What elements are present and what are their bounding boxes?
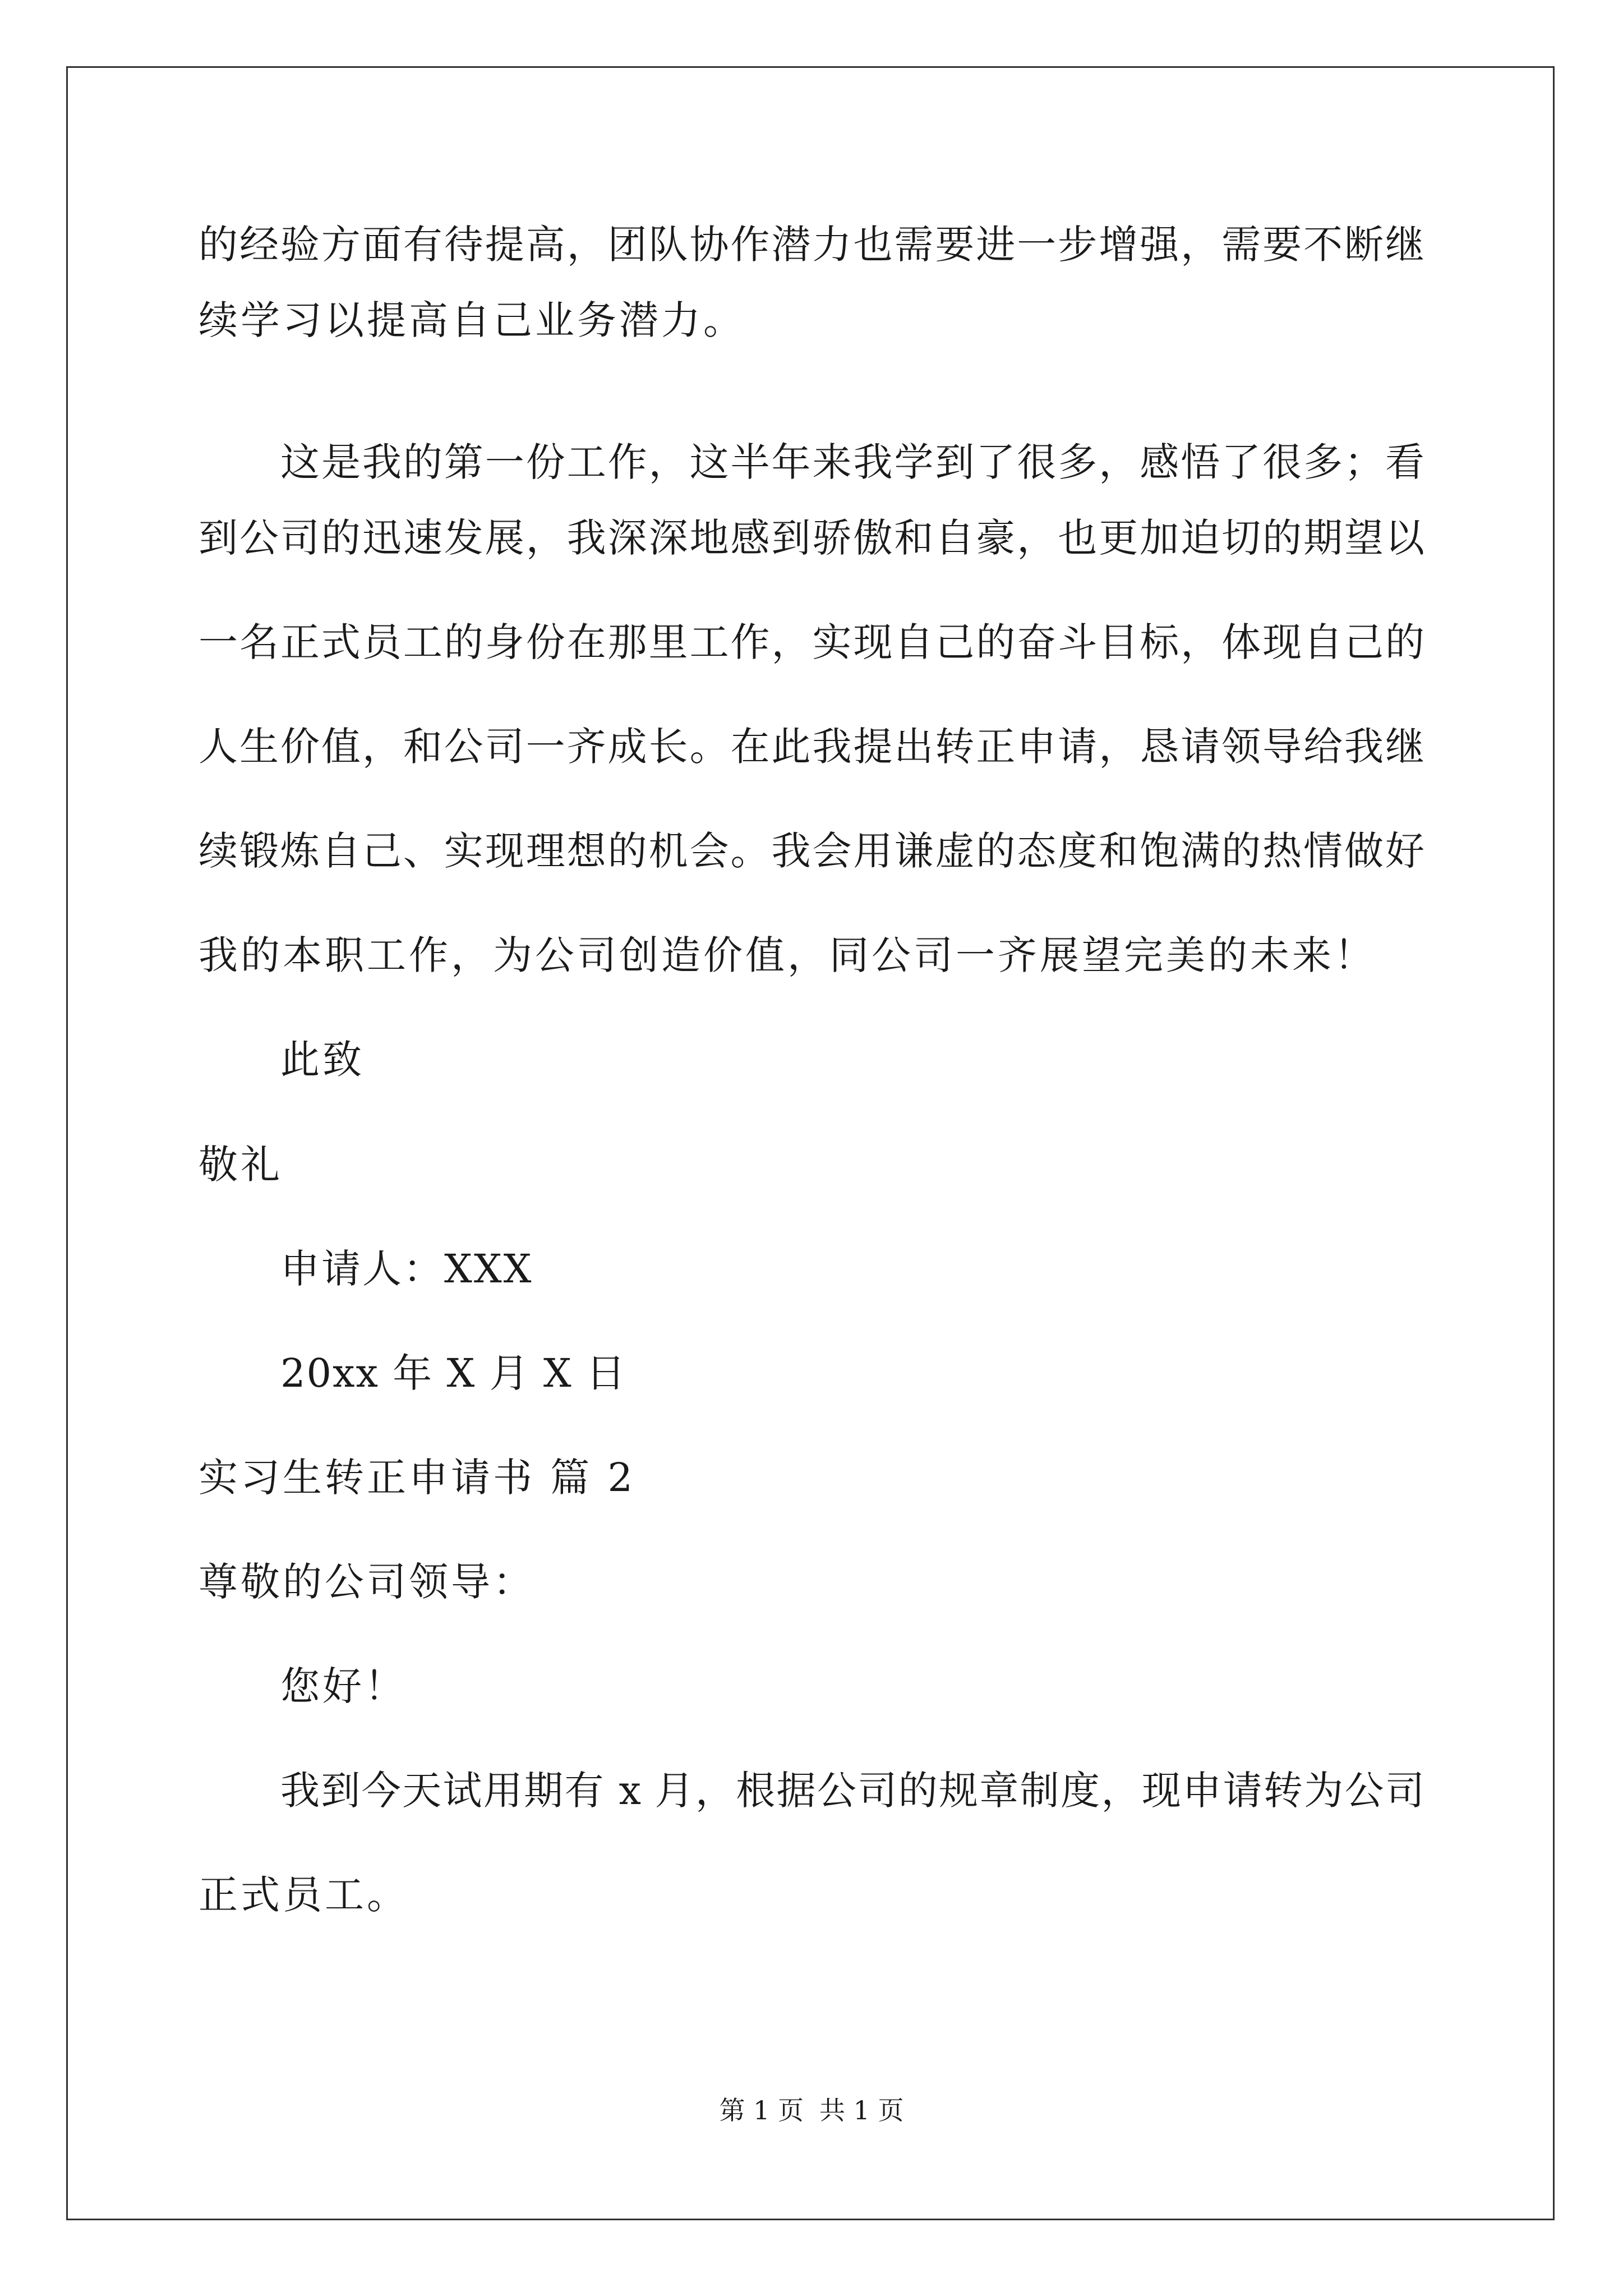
closing-respect: 敬礼 [199,1142,283,1188]
paragraph-line: 我到今天试用期有 x 月，根据公司的规章制度，现申请转为公司 [280,1768,1424,1814]
paragraph-line: 续学习以提高自己业务潜力。 [199,297,745,343]
paragraph-line: 人生价值，和公司一齐成长。在此我提出转正申请，恳请领导给我继 [199,724,1424,770]
paragraph-line: 这是我的第一份工作，这半年来我学到了很多，感悟了很多；看 [280,439,1424,485]
page-number: 第 1 页 [719,2095,804,2125]
closing-salutation: 此致 [280,1037,365,1083]
page-footer [0,2095,1623,2126]
application-date: 20xx 年 X 月 X 日 [280,1350,626,1396]
paragraph-line: 一名正式员工的身份在那里工作，实现自己的奋斗目标，体现自己的 [199,619,1424,665]
greeting-recipient: 尊敬的公司领导： [199,1559,535,1605]
greeting: 您好！ [280,1663,407,1709]
section-title: 实习生转正申请书 篇 2 [199,1455,636,1501]
paragraph-line: 到公司的迅速发展，我深深地感到骄傲和自豪，也更加迫切的期望以 [199,515,1424,561]
applicant-signature: 申请人：XXX [280,1246,533,1292]
paragraph-line: 的经验方面有待提高，团队协作潜力也需要进一步增强，需要不断继 [199,222,1424,268]
paragraph-line: 续锻炼自己、实现理想的机会。我会用谦虚的态度和饱满的热情做好 [199,828,1424,874]
page-total: 共 1 页 [819,2095,904,2125]
paragraph-line: 正式员工。 [199,1872,409,1918]
paragraph-line: 我的本职工作，为公司创造价值，同公司一齐展望完美的未来！ [199,932,1376,978]
